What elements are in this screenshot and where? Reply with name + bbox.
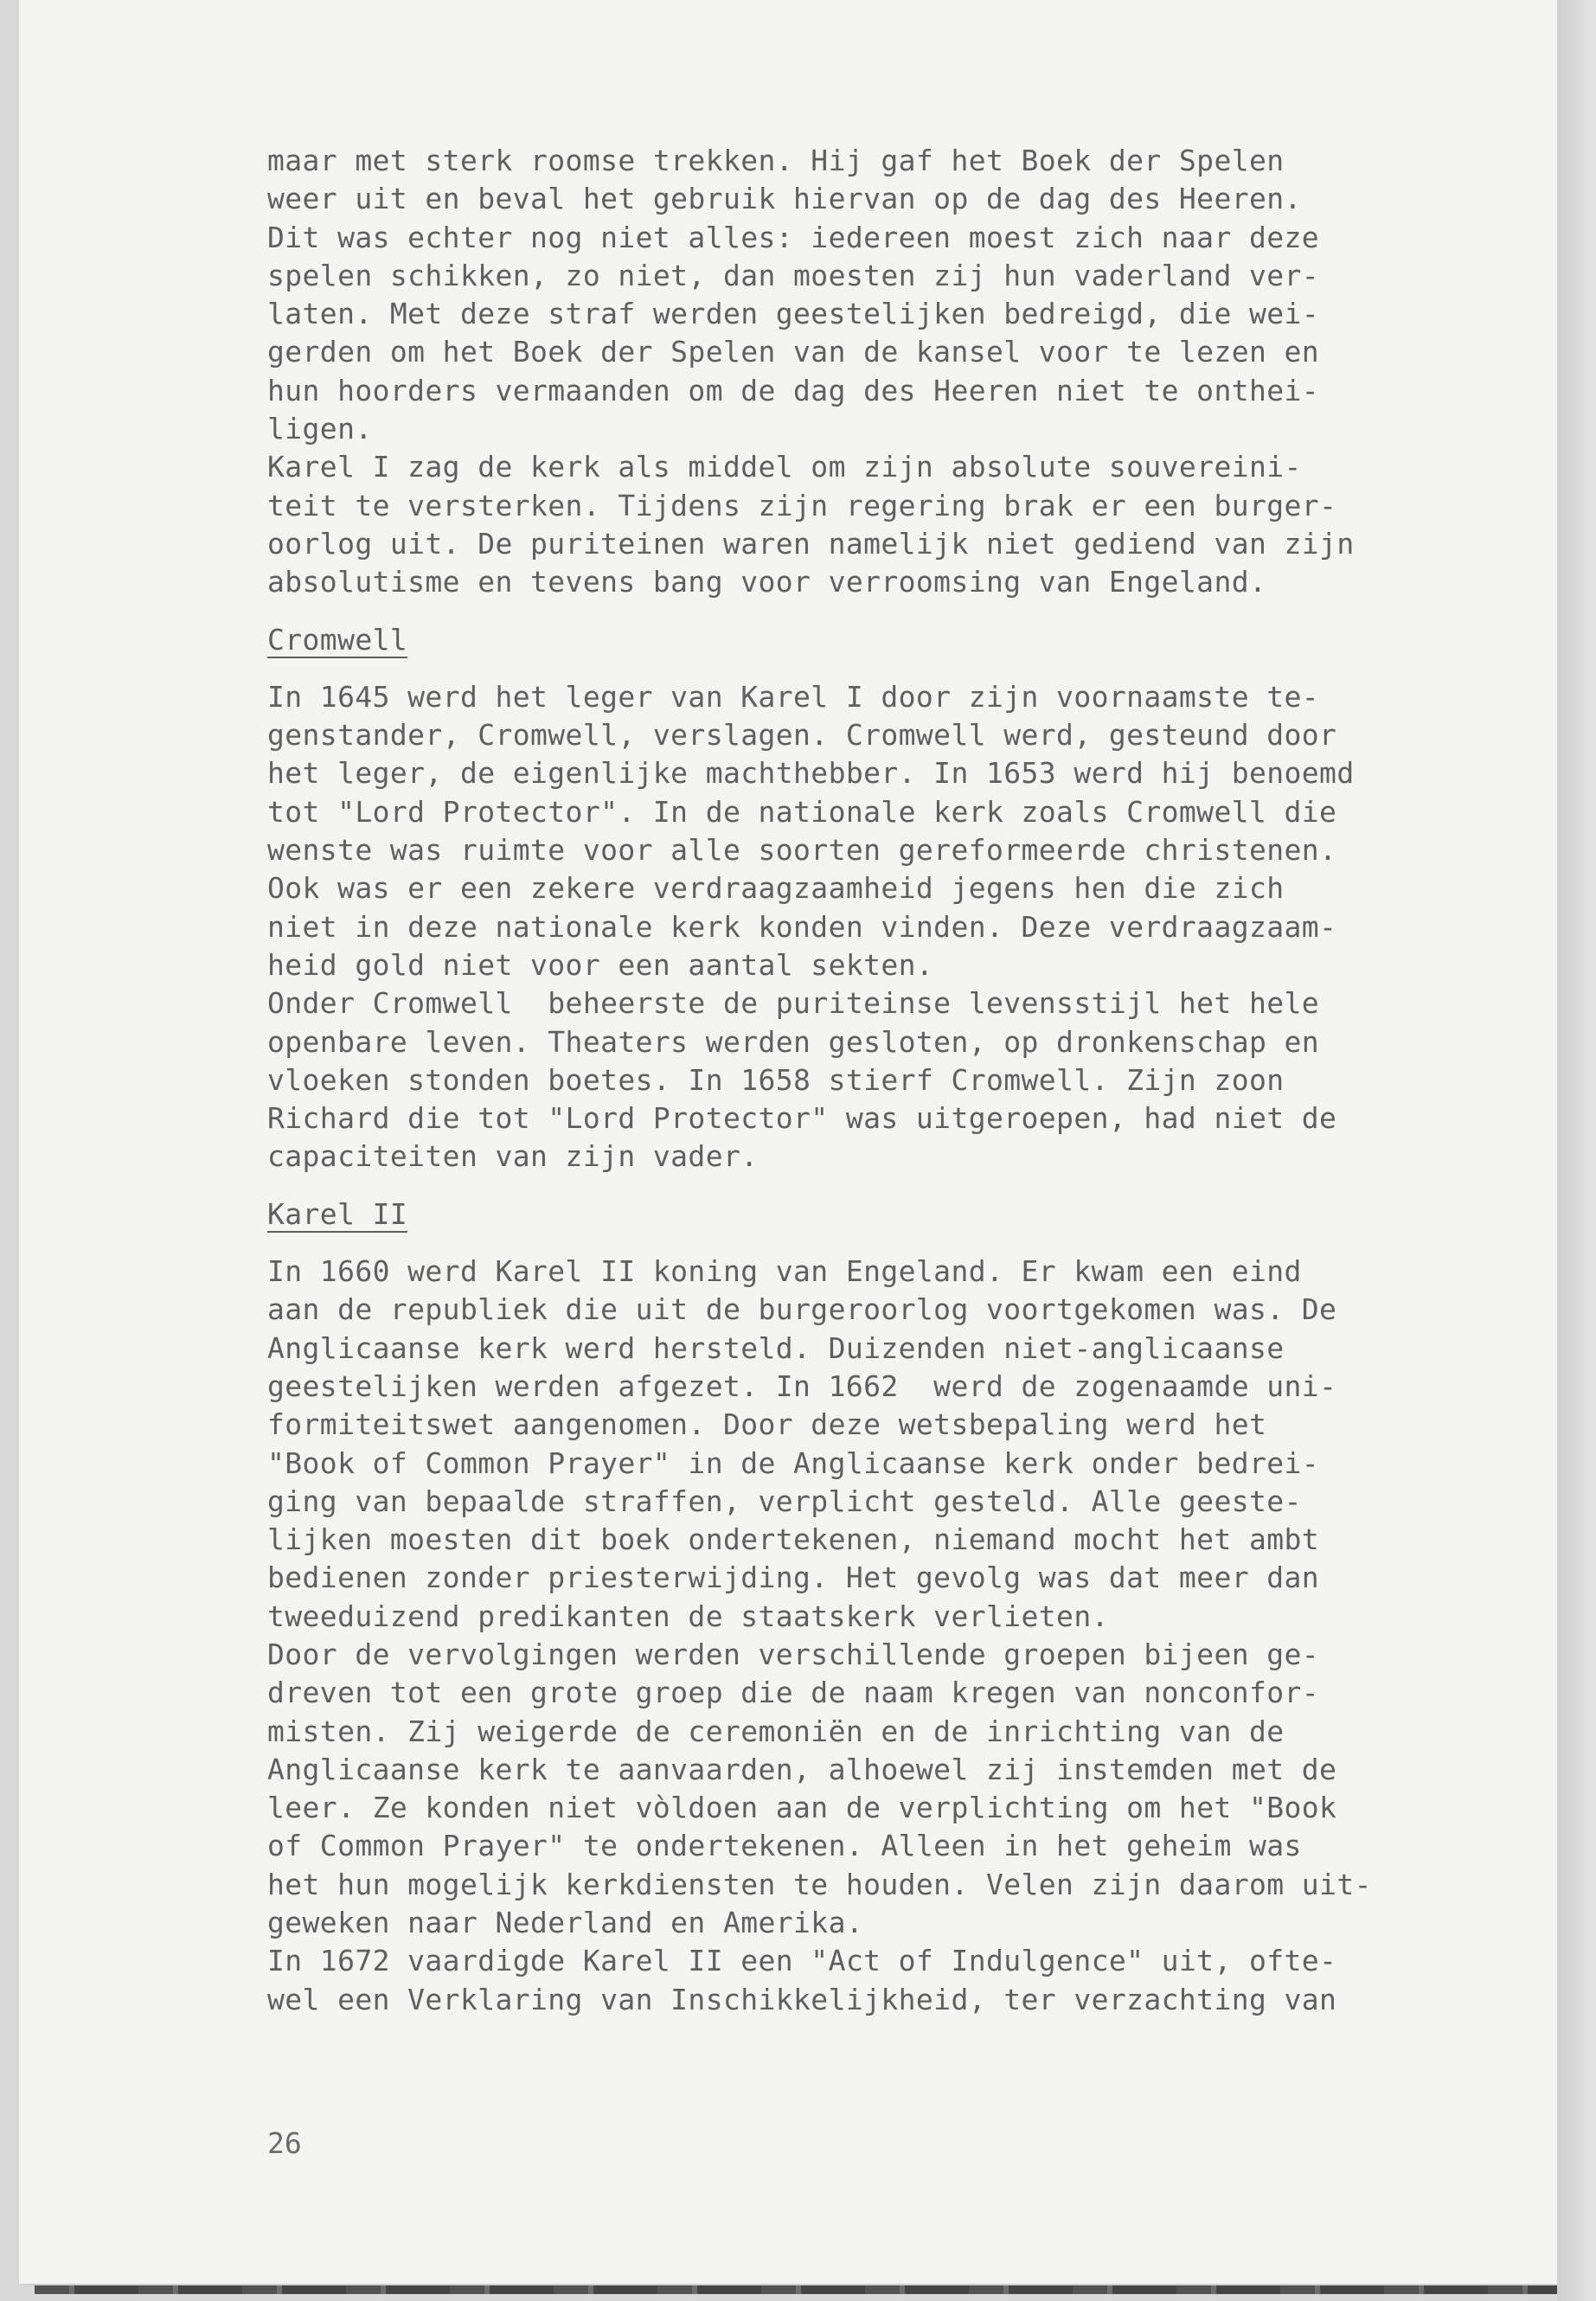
text-line: of Common Prayer" te ondertekenen. Alleen in het geheim was [267, 1829, 1302, 1863]
text-line: Dit was echter nog niet alles: iedereen moest zich naar deze [267, 220, 1320, 254]
text-line: Anglicaanse kerk te aanvaarden, alhoewel zij instemden met de [267, 1752, 1337, 1786]
text-line: genstander, Cromwell, verslagen. Cromwell werd, gesteund door [267, 718, 1337, 753]
text-line: absolutisme en tevens bang voor verroomsing van Engeland. [267, 565, 1267, 599]
text-line: maar met sterk roomse trekken. Hij gaf het Boek der Spelen [267, 144, 1285, 177]
text-line: tot "Lord Protector". In de nationale kerk zoals Cromwell die [267, 794, 1337, 829]
text-line: Richard die tot "Lord Protector" was uitgeroepen, had niet de [267, 1101, 1337, 1136]
text-line: "Book of Common Prayer" in de Anglicaanse kerk onder bedrei- [267, 1445, 1320, 1480]
text-line: teit te versterken. Tijdens zijn regering brak er een burger- [267, 488, 1337, 522]
text-line: In 1672 vaardigde Karel II een "Act of Indulgence" uit, ofte- [267, 1944, 1337, 1978]
document-page [19, 0, 1557, 2284]
text-line: spelen schikken, zo niet, dan moesten zij hun vaderland ver- [267, 258, 1320, 292]
text-line: aan de republiek die uit de burgeroorlog voortgekomen was. De [267, 1292, 1337, 1327]
text-line: niet in deze nationale kerk konden vinden. Deze verdraagzaam- [267, 909, 1337, 944]
text-line: ligen. [267, 412, 373, 446]
scan-bottom-strip [35, 2285, 1557, 2294]
text-line: weer uit en beval het gebruik hiervan op de dag des Heeren. [267, 182, 1302, 216]
text-line: Anglicaanse kerk werd hersteld. Duizenden niet-anglicaanse [267, 1330, 1285, 1365]
text-line: In 1660 werd Karel II koning van Engeland. Er kwam een eind [267, 1254, 1302, 1289]
text-line: In 1645 werd het leger van Karel I door zijn voornaamste te- [267, 679, 1320, 714]
text-line: Door de vervolgingen werden verschillende groepen bijeen ge- [267, 1637, 1320, 1671]
text-line: tweeduizend predikanten de staatskerk verlieten. [267, 1599, 1109, 1633]
text-line: leer. Ze konden niet vòldoen aan de verplichting om het "Book [267, 1791, 1337, 1825]
text-line: openbare leven. Theaters werden gesloten, op dronkenschap en [267, 1024, 1320, 1059]
text-line: hun hoorders vermaanden om de dag des Heeren niet te onthei- [267, 373, 1320, 407]
page-number: 26 [267, 2126, 302, 2160]
section-heading-cromwell: Cromwell [267, 622, 408, 657]
text-line: formiteitswet aangenomen. Door deze wetsbepaling werd het [267, 1407, 1267, 1442]
scan-edge [1557, 0, 1596, 2301]
section-heading-karel-ii: Karel II [267, 1196, 408, 1231]
text-line: het hun mogelijk kerkdiensten te houden. Velen zijn daarom uit- [267, 1867, 1372, 1901]
text-line: gerden om het Boek der Spelen van de kansel voor te lezen en [267, 335, 1320, 369]
text-line: dreven tot een grote groep die de naam kregen van nonconfor- [267, 1676, 1320, 1710]
text-line: wel een Verklaring van Inschikkelijkheid, ter verzachting van [267, 1982, 1337, 2016]
text-line: misten. Zij weigerde de ceremoniën en de inrichting van de [267, 1714, 1285, 1748]
text-line: wenste was ruimte voor alle soorten gereformeerde christenen. [267, 833, 1337, 868]
text-line: lijken moesten dit boek ondertekenen, niemand mocht het ambt [267, 1522, 1320, 1557]
text-line: bedienen zonder priesterwijding. Het gevolg was dat meer dan [267, 1561, 1320, 1595]
text-line: geweken naar Nederland en Amerika. [267, 1906, 864, 1940]
text-line: laten. Met deze straf werden geestelijken bedreigd, die wei- [267, 297, 1320, 331]
text-line: het leger, de eigenlijke machthebber. In 1653 werd hij benoemd [267, 756, 1355, 791]
text-line: Karel I zag de kerk als middel om zijn absolute souvereini- [267, 450, 1302, 484]
text-line: Ook was er een zekere verdraagzaamheid jegens hen die zich [267, 871, 1285, 906]
text-line: ging van bepaalde straffen, verplicht gesteld. Alle geeste- [267, 1484, 1302, 1518]
text-line: geestelijken werden afgezet. In 1662 werd de zogenaamde uni- [267, 1368, 1337, 1403]
text-line: vloeken stonden boetes. In 1658 stierf Cromwell. Zijn zoon [267, 1062, 1285, 1097]
text-line: oorlog uit. De puriteinen waren namelijk niet gediend van zijn [267, 526, 1355, 561]
text-line: heid gold niet voor een aantal sekten. [267, 947, 934, 982]
text-line: Onder Cromwell beheerste de puriteinse levensstijl het hele [267, 986, 1320, 1021]
text-line: capaciteiten van zijn vader. [267, 1139, 759, 1174]
body-text [267, 142, 1513, 2019]
